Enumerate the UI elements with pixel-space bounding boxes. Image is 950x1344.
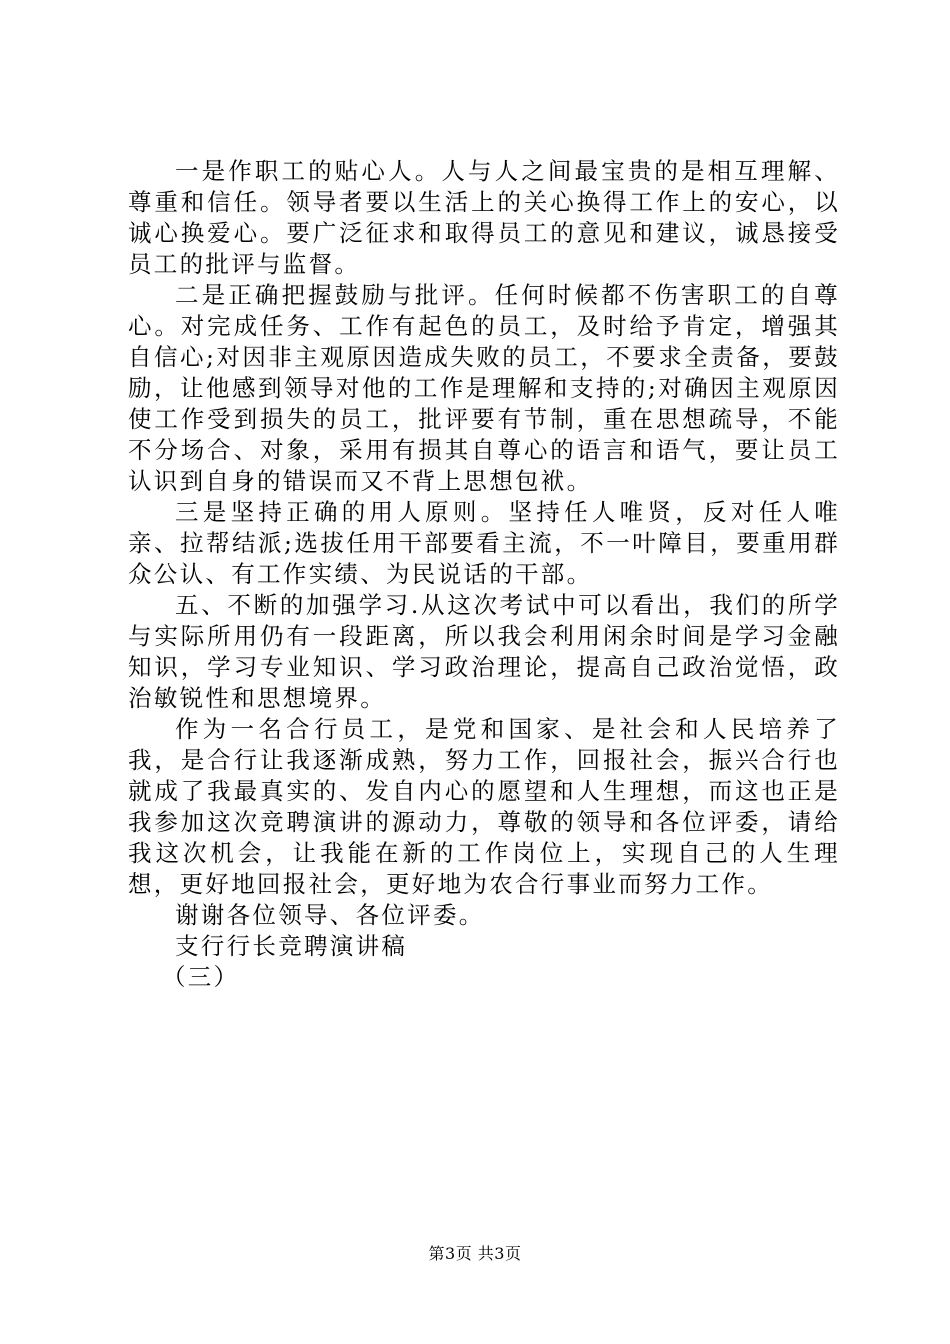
paragraph-care-for-staff: 一是作职工的贴心人。人与人之间最宝贵的是相互理解、尊重和信任。领导者要以生活上的关心换得工作上的安心，以诚心换爱心。要广泛征求和取得员工的意见和建议，诚恳接受员工的批评与监督。 xyxy=(128,157,840,278)
section-title: 支行行长竞聘演讲稿 xyxy=(175,932,408,960)
page-footer: 第3页 共3页 xyxy=(428,1244,522,1263)
section-number: （三） xyxy=(162,963,240,991)
paragraph-personal-motivation: 作为一名合行员工，是党和国家、是社会和人民培养了我，是合行让我逐渐成熟，努力工作，回报社会，振兴合行也就成了我最真实的、发自内心的愿望和人生理想，而这也正是我参加这次竞聘演讲的源动力，尊敬的领导和各位评委，请给我这次机会，让我能在新的工作岗位上，实现自己的人生理想，更好地回报社会，更好地为农合行事业而努力工作。 xyxy=(128,715,840,898)
document-body xyxy=(128,156,840,993)
paragraph-employment-principles: 三是坚持正确的用人原则。坚持任人唯贤，反对任人唯亲、拉帮结派;选拔任用干部要看主流，不一叶障目，要重用群众公认、有工作实绩、为民说话的干部。 xyxy=(128,498,840,588)
paragraph-thanks: 谢谢各位领导、各位评委。 xyxy=(175,901,485,929)
paragraph-encouragement-and-criticism: 二是正确把握鼓励与批评。任何时候都不伤害职工的自尊心。对完成任务、工作有起色的员工，及时给予肯定，增强其自信心;对因非主观原因造成失败的员工，不要求全责备，要鼓励，让他感到领导对他的工作是理解和支持的;对确因主观原因使工作受到损失的员工，批评要有节制，重在思想疏导，不能不分场合、对象，采用有损其自尊心的语言和语气，要让员工认识到自身的错误而又不背上思想包袱。 xyxy=(128,281,840,495)
paragraph-continuous-learning: 五、不断的加强学习.从这次考试中可以看出，我们的所学与实际所用仍有一段距离，所以我会利用闲余时间是学习金融知识，学习专业知识、学习政治理论，提高自己政治觉悟，政治敏锐性和思想境界。 xyxy=(128,591,840,712)
